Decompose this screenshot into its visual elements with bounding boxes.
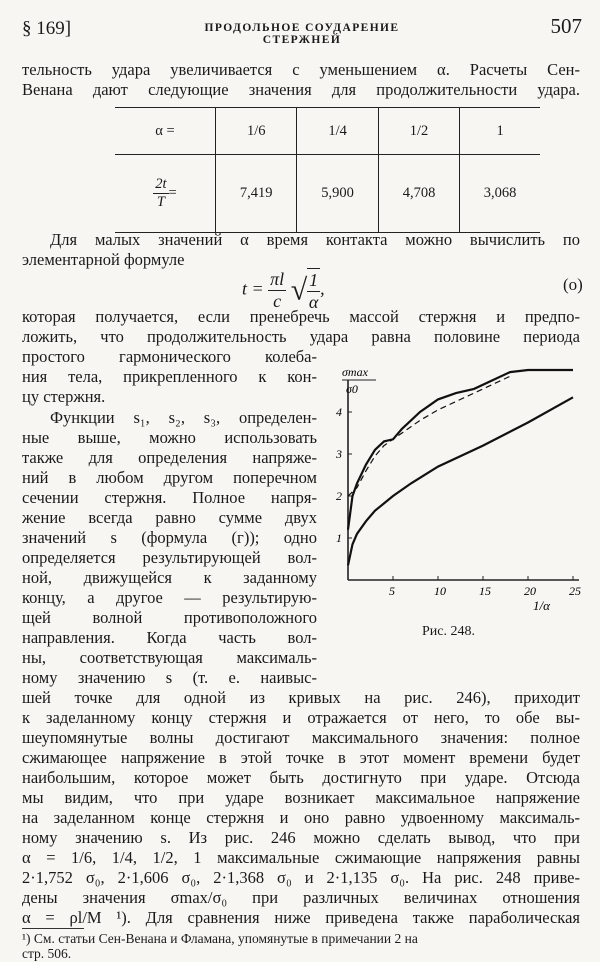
text-line: ному значению s (т. е. наивыс- bbox=[22, 668, 317, 687]
text-line: направления. Когда часть вол- bbox=[22, 628, 317, 647]
x-tick-label: 15 bbox=[479, 584, 491, 598]
text-line: элементарной формуле bbox=[22, 250, 185, 269]
ratio-equals: = bbox=[168, 184, 177, 201]
text-line: значений s (формула (г)); одно bbox=[22, 528, 317, 547]
alpha-cell: 1 bbox=[460, 108, 540, 155]
text-line: которая получается, если пренебречь массой стержня и предпо- bbox=[22, 307, 580, 326]
text-line: мы видим, что при ударе возникает максимальное напряжение bbox=[22, 788, 580, 807]
text-line: Функции s₁, s₂, s₃, определен- bbox=[50, 408, 317, 427]
sqrt-sign: √ bbox=[290, 273, 308, 307]
text-line: концу, а другое — результирую- bbox=[22, 588, 317, 607]
x-tick-label: 10 bbox=[434, 584, 446, 598]
page-number: 507 bbox=[550, 14, 582, 38]
text-line: ний в любом другом поперечном bbox=[22, 468, 317, 487]
text-line: сжимающее напряжение в этой точке в этот момент времени будет bbox=[22, 748, 580, 767]
footnote-line: ¹) См. статьи Сен-Венана и Фламана, упомянутые в примечании 2 на bbox=[22, 931, 418, 946]
formula-denominator: c bbox=[273, 291, 282, 311]
curve-lower bbox=[348, 397, 573, 565]
alpha-cell: 1/6 bbox=[216, 108, 297, 155]
text-line: щей волной противоположного bbox=[22, 608, 317, 627]
text-line: ния тела, прикрепленного к кон- bbox=[22, 367, 317, 386]
section-number: § 169] bbox=[22, 18, 72, 39]
y-tick-label: 3 bbox=[336, 447, 342, 461]
text-line: α = 1/6, 1/4, 1/2, 1 максимальные сжимающие напряжения равны bbox=[22, 848, 580, 867]
formula-o bbox=[242, 268, 325, 312]
duration-cell: 5,900 bbox=[297, 155, 378, 233]
text-line: шеупомянутые волны достигают максимального значения: полное bbox=[22, 728, 580, 747]
duration-cell: 4,708 bbox=[378, 155, 459, 233]
text-line: жение всегда равно сумме двух bbox=[22, 508, 317, 527]
figure-248 bbox=[320, 360, 600, 640]
text-line: Для малых значений α время контакта можно вычислить по bbox=[50, 230, 580, 249]
duration-table bbox=[115, 107, 540, 233]
formula-lhs: t = bbox=[242, 278, 264, 299]
y-tick-label: 1 bbox=[336, 531, 342, 545]
table-row-alpha bbox=[115, 108, 540, 155]
text-line: тельность удара увеличивается с уменьшением α. Расчеты Сен- bbox=[22, 60, 580, 79]
text-line: также для определения напряже- bbox=[22, 448, 317, 467]
formula-fraction bbox=[268, 269, 286, 312]
y-tick-label: 4 bbox=[336, 405, 342, 419]
text-line: ложить, что продолжительность удара равна половине периода bbox=[22, 327, 580, 346]
table-row-ratio bbox=[115, 155, 540, 233]
ratio-denominator: T bbox=[156, 194, 165, 210]
formula-comma: , bbox=[320, 278, 325, 299]
footnote-rule bbox=[22, 928, 84, 929]
x-tick-label: 25 bbox=[569, 584, 581, 598]
x-tick-label: 5 bbox=[389, 584, 395, 598]
text-line: к заделанному концу стержня и отражается от него, то обе вы- bbox=[22, 708, 580, 727]
ratio-numerator: 2t bbox=[155, 176, 167, 192]
running-header bbox=[22, 14, 582, 44]
root-numerator: 1 bbox=[309, 270, 319, 290]
x-axis-label: 1/α bbox=[533, 598, 550, 613]
duration-cell: 3,068 bbox=[460, 155, 540, 233]
formula-numerator: πl bbox=[270, 269, 285, 289]
text-line: ному значению s. Из рис. 246 можно сделать вывод, что при bbox=[22, 828, 580, 847]
text-line: 2·1,752 σ₀, 2·1,606 σ₀, 2·1,368 σ₀ и 2·1,135 σ₀. На рис. 248 приве- bbox=[22, 868, 580, 887]
x-tick-label: 20 bbox=[524, 584, 536, 598]
text-line: Венана дают следующие значения для продолжительности удара. bbox=[22, 80, 580, 99]
alpha-cell: 1/2 bbox=[378, 108, 459, 155]
root-denominator: α bbox=[308, 292, 319, 312]
text-line: дены значения σmax/σ₀ при различных величинах отношения bbox=[22, 888, 580, 907]
text-line: ной, движущейся к заданному bbox=[22, 568, 317, 587]
ratio-fraction bbox=[153, 176, 168, 211]
footnote-line: стр. 506. bbox=[22, 946, 72, 961]
text-line: определяется результирующей вол- bbox=[22, 548, 317, 567]
alpha-label: α = bbox=[115, 108, 216, 155]
text-line: ны, соответствующая максималь- bbox=[22, 648, 317, 667]
curve-parabolic bbox=[348, 376, 510, 496]
ratio-label bbox=[115, 155, 216, 233]
figure-caption: Рис. 248. bbox=[422, 624, 475, 639]
text-line: ные выше, можно использовать bbox=[22, 428, 317, 447]
text-line: α = ρl/M ¹). Для сравнения ниже приведена также параболическая bbox=[22, 908, 580, 927]
text-line: цу стержня. bbox=[22, 387, 106, 406]
text-line: простого гармонического колеба- bbox=[22, 347, 317, 366]
running-title: ПРОДОЛЬНОЕ СОУДАРЕНИЕ СТЕРЖНЕЙ bbox=[204, 22, 400, 46]
text-line: на заделанном конце стержня и оно равно удвоенному максималь- bbox=[22, 808, 580, 827]
y-axis-label-numerator: σmax bbox=[342, 365, 368, 379]
alpha-cell: 1/4 bbox=[297, 108, 378, 155]
text-line: шей точке для одной из кривых на рис. 246), приходит bbox=[22, 688, 580, 707]
y-axis-label-denominator: σ0 bbox=[346, 382, 358, 396]
text-line: наибольшим, которое может быть достигнуто при ударе. Отсюда bbox=[22, 768, 580, 787]
duration-cell: 7,419 bbox=[216, 155, 297, 233]
y-tick-label: 2 bbox=[336, 489, 342, 503]
text-line: сечении стержня. Полное напря- bbox=[22, 488, 317, 507]
equation-label: (о) bbox=[563, 275, 583, 294]
